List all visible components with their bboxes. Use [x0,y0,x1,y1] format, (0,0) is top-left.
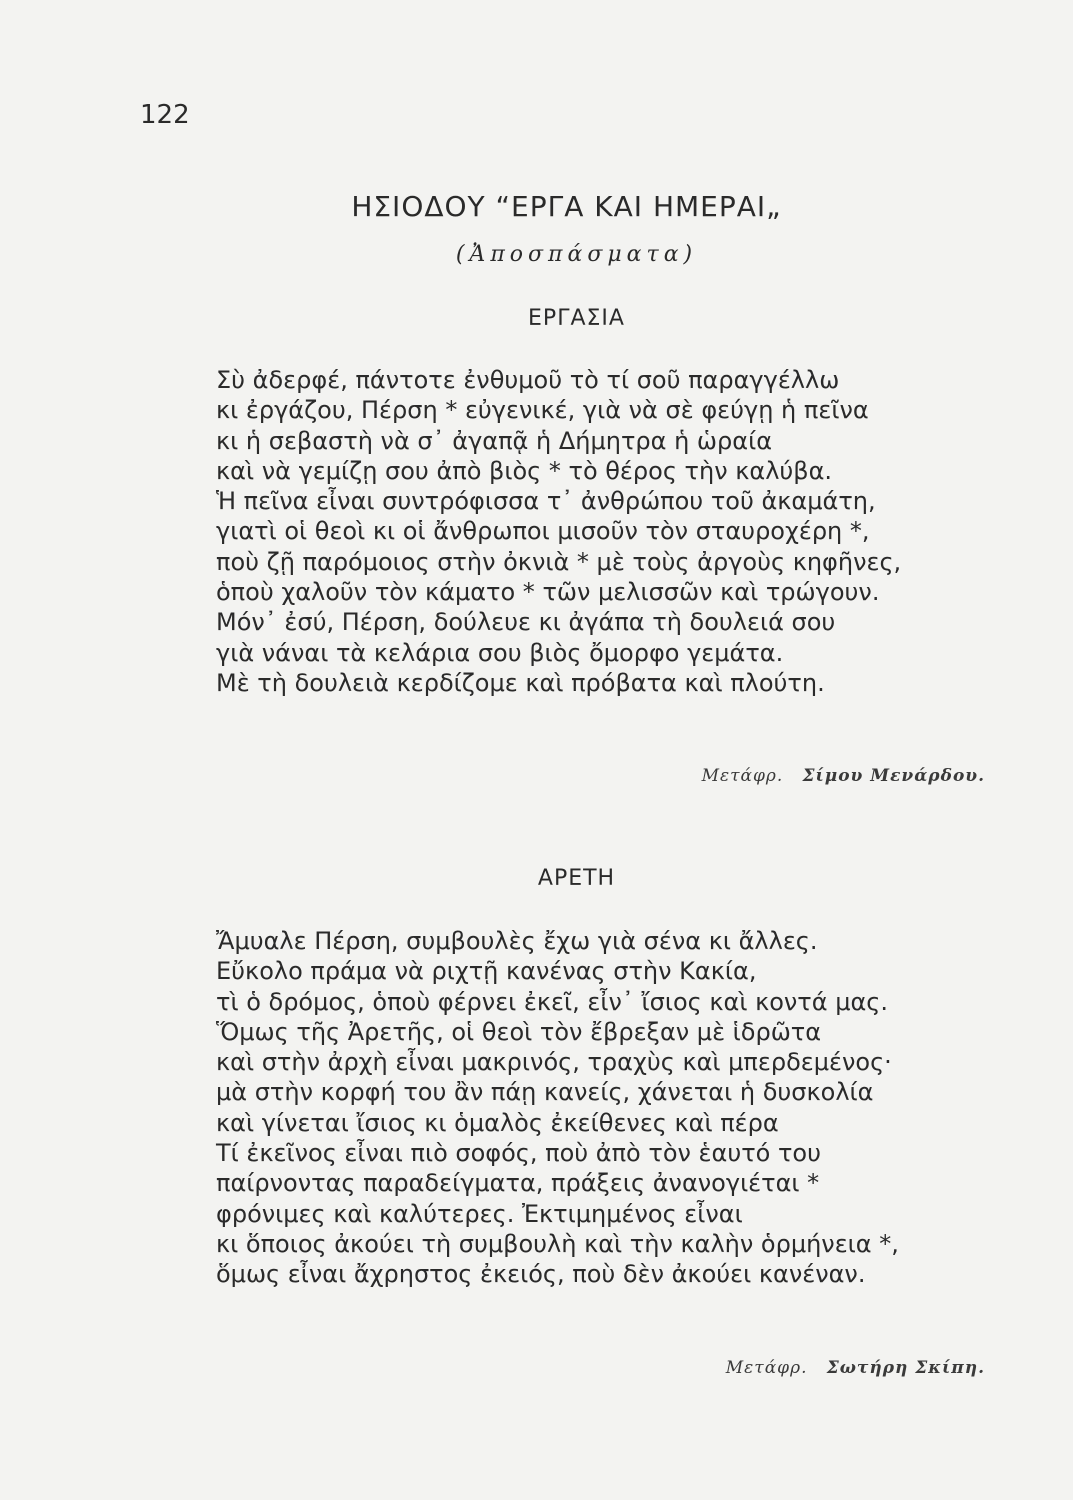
poem-ergasia [216,365,1016,698]
poem-line: γιὰ νάναι τὰ κελάρια σου βιὸς ὄμορφο γεμάτα. [216,638,784,667]
poem-line: φρόνιμες καὶ καλύτερες. Ἐκτιμημένος εἶναι [216,1199,743,1228]
poem-line: Τί ἐκεῖνος εἶναι πιὸ σοφός, ποὺ ἀπὸ τὸν ἑαυτό του [216,1139,821,1168]
poem-line: μὰ στὴν κορφή του ἂν πάῃ κανείς, χάνεται ἡ δυσκολία [216,1078,874,1107]
poem-line: καὶ νὰ γεμίζῃ σου ἀπὸ βιὸς * τὸ θέρος τὴν καλύβα. [216,456,833,485]
poem-line: Μόν᾽ ἐσύ, Πέρση, δούλευε κι ἀγάπα τὴ δουλειά σου [216,608,836,637]
poem-line: κι ἐργάζου, Πέρση * εὐγενικέ, γιὰ νὰ σὲ φεύγῃ ἡ πεῖνα [216,396,869,425]
poem-line: Ὅμως τῆς Ἀρετῆς, οἱ θεοὶ τὸν ἔβρεξαν μὲ ἱδρῶτα [216,1017,822,1046]
credit-prefix: Μετάφρ. [701,766,784,786]
credit-prefix: Μετάφρ. [725,1358,808,1378]
page-number: 122 [140,100,190,130]
poem-line: Εὔκολο πράμα νὰ ριχτῇ κανένας στὴν Κακία, [216,957,757,986]
poem-line: Μὲ τὴ δουλειὰ κερδίζομε καὶ πρόβατα καὶ πλούτη. [216,668,825,697]
section-heading-areti: ΑΡΕΤΗ [537,866,616,891]
credit-name: Σωτήρη Σκίπη. [826,1358,985,1378]
poem-line: Ἡ πεῖνα εἶναι συντρόφισσα τ᾽ ἀνθρώπου τοῦ ἀκαμάτη, [216,487,876,516]
poem-line: Σὺ ἀδερφέ, πάντοτε ἐνθυμοῦ τὸ τί σοῦ παραγγέλλω [216,366,840,394]
poem-line: Ἄμυαλε Πέρση, συμβουλὲς ἔχω γιὰ σένα κι ἄλλες. [216,927,818,955]
poem-line: ὁποὺ χαλοῦν τὸν κάματο * τῶν μελισσῶν καὶ τρώγουν. [216,578,880,607]
section-heading-ergasia: ΕΡΓΑΣΙΑ [528,306,625,331]
poem-line: γιατὶ οἱ θεοὶ κι οἱ ἄνθρωποι μισοῦν τὸν σταυροχέρη *, [216,517,870,546]
poem-line: κι ὅποιος ἀκούει τὴ συμβουλὴ καὶ τὴν καλὴν ὁρμήνεια *, [216,1229,899,1258]
poem-line: τὶ ὁ δρόμος, ὁποὺ φέρνει ἐκεῖ, εἶν᾽ ἴσιος καὶ κοντά μας. [216,987,889,1016]
poem-line: παίρνοντας παραδείγματα, πράξεις ἀνανογιέται * [216,1169,820,1198]
poem-line: καὶ στὴν ἀρχὴ εἶναι μακρινός, τραχὺς καὶ μπερδεμένος· [216,1048,892,1077]
translator-credit [702,766,985,786]
poem-line: ὅμως εἶναι ἄχρηστος ἐκειός, ποὺ δὲν ἀκούει κανέναν. [216,1260,866,1289]
translator-credit [726,1358,985,1378]
poem-line: καὶ γίνεται ἴσιος κι ὁμαλὸς ἐκείθενες καὶ πέρα [216,1108,779,1137]
poem-areti [216,926,1016,1290]
credit-name: Σίμου Μενάρδου. [802,766,985,786]
poem-line: κι ἡ σεβαστὴ νὰ σ᾽ ἀγαπᾷ ἡ Δήμητρα ἡ ὡραία [216,426,773,455]
page-subtitle: (Ἀποσπάσματα) [455,242,698,267]
poem-line: ποὺ ζῇ παρόμοιος στὴν ὀκνιὰ * μὲ τοὺς ἀργοὺς κηφῆνες, [216,547,902,576]
page-title: ΗΣΙΟΔΟΥ “ΕΡΓΑ ΚΑΙ ΗΜΕΡΑΙ„ [351,190,782,223]
